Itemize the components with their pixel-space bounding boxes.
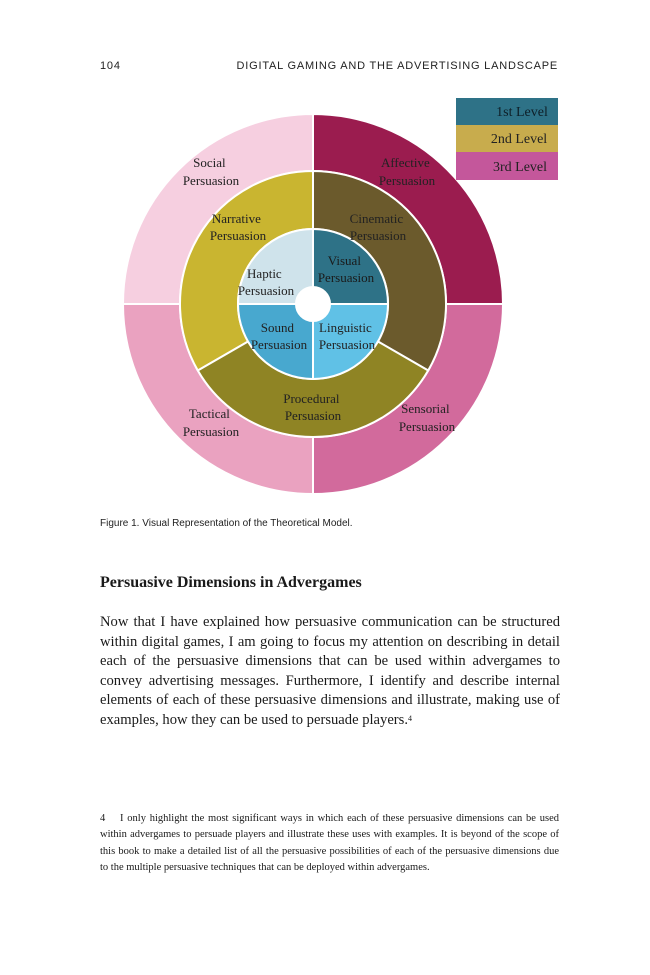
label-linguistic: Linguistic Persuasion bbox=[318, 320, 376, 352]
label-affective: Affective Persuasion bbox=[378, 155, 436, 188]
footnote-reference[interactable]: 4 bbox=[408, 713, 412, 723]
label-procedural: Procedural Persuasion bbox=[283, 391, 342, 423]
legend-label-2nd: 2nd Level bbox=[490, 132, 548, 147]
label-sensorial: Sensorial Persuasion bbox=[398, 401, 456, 434]
label-sound: Sound Persuasion bbox=[250, 320, 308, 352]
page-number: 104 bbox=[100, 60, 121, 72]
running-title: DIGITAL GAMING AND THE ADVERTISING LANDSCAPE bbox=[236, 60, 558, 72]
persuasion-model-figure bbox=[0, 90, 650, 510]
legend-label-3rd: 3rd Level bbox=[492, 160, 548, 175]
legend-label-1st: 1st Level bbox=[496, 105, 548, 120]
body-paragraph bbox=[100, 613, 560, 731]
label-social: Social Persuasion bbox=[182, 155, 240, 188]
footnote-text: I only highlight the most significant ways in which each of these persuasive dimensions can be used within advergames to persuade players and illustrate these uses with examples. It is beyond of the scope of this book to make a detailed list of all the persuasive possibilities of each of the persuasive dimensions due to the multiple persuasive techniques that can be deployed within advergames. bbox=[100, 813, 559, 874]
center-hole bbox=[296, 287, 330, 321]
footnote bbox=[100, 811, 559, 877]
footnote-number: 4 bbox=[100, 813, 106, 824]
label-cinematic: Cinematic Persuasion bbox=[349, 211, 407, 243]
label-haptic: Haptic Persuasion bbox=[237, 266, 295, 298]
label-narrative: Narrative Persuasion bbox=[209, 211, 267, 243]
section-heading: Persuasive Dimensions in Advergames bbox=[100, 574, 362, 591]
label-tactical: Tactical Persuasion bbox=[182, 406, 240, 439]
figure-caption: Figure 1. Visual Representation of the Theoretical Model. bbox=[100, 518, 353, 529]
legend bbox=[456, 98, 558, 180]
label-visual: Visual Persuasion bbox=[317, 253, 375, 285]
body-text: Now that I have explained how persuasive communication can be structured within digital games, I am going to focus my attention on describing in detail each of the persuasive dimensions that can be used within advergames to convey advertising messages. Furthermore, I identify and describe internal elements of each of these persuasive dimensions and illustrate, making use of examples, how they can be used to persuade players. bbox=[100, 614, 560, 728]
